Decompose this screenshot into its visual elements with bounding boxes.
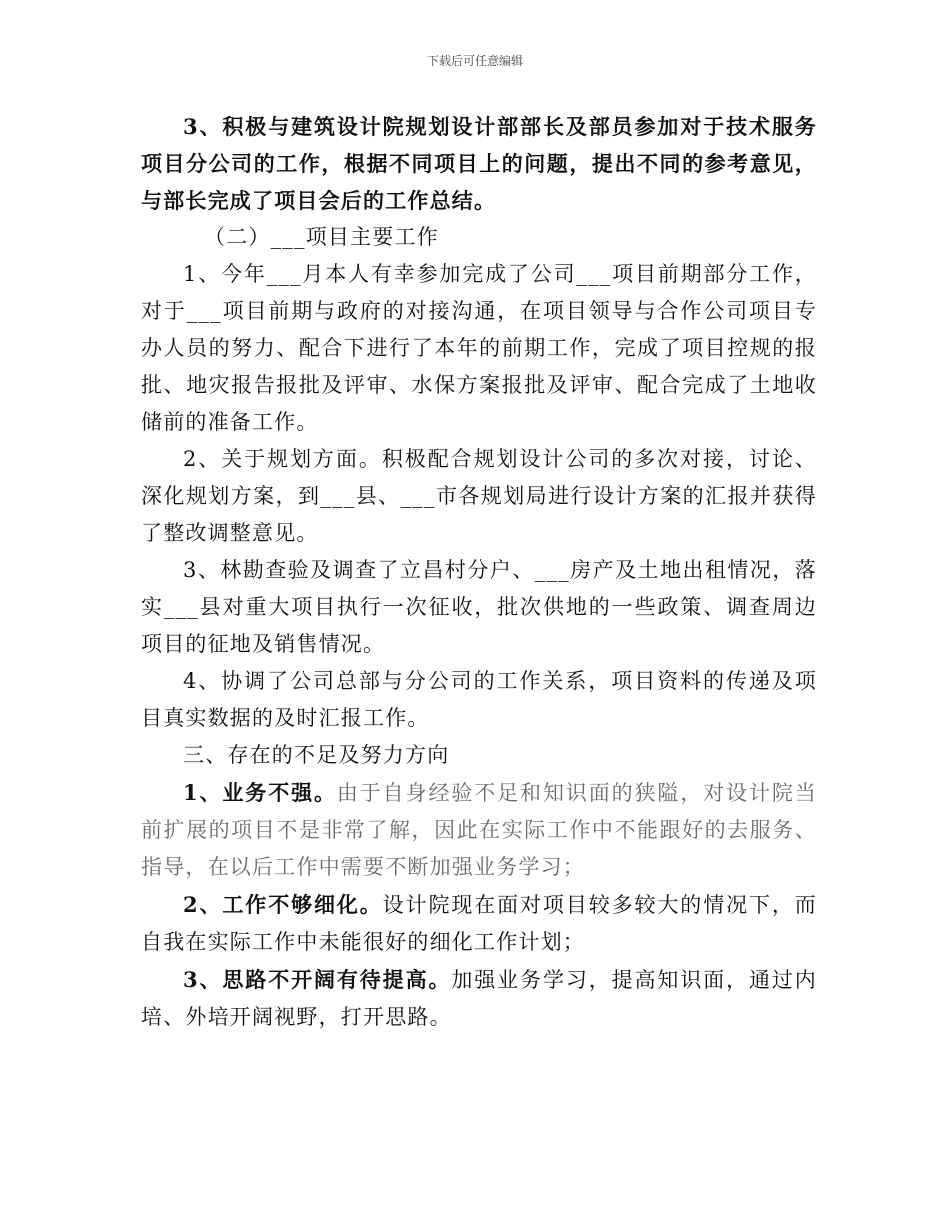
- issue-title: 3、思路不开阔有待提高。: [183, 967, 452, 992]
- paragraph-survey: 3、林勘查验及调查了立昌村分户、___房产及土地出租情况，落实___县对重大项目执行一次征收，批次供地的一些政策、调查周边项目的征地及销售情况。: [141, 558, 817, 656]
- section-heading-shortcomings: 三、存在的不足及努力方向: [183, 743, 450, 767]
- paragraph-design-institute-cooperation: 3、积极与建筑设计院规划设计部部长及部员参加对于技术服务项目分公司的工作，根据不同项目上的问题，提出不同的参考意见，与部长完成了项目会后的工作总结。: [141, 114, 817, 213]
- issue-title: 1、业务不强。: [183, 780, 337, 805]
- issue-title: 2、工作不够细化。: [183, 892, 383, 917]
- issue-body: 加强业务学习，提高知识面，通过内培、外培开阔视野，打开思路。: [141, 968, 817, 1029]
- document-body: [141, 108, 817, 1036]
- issue-item: [141, 774, 817, 886]
- section-heading-project-work: （二）___项目主要工作: [204, 225, 439, 249]
- issue-item: [141, 961, 817, 1036]
- issue-item: [141, 886, 817, 961]
- paragraph-planning: 2、关于规划方面。积极配合规划设计公司的多次对接，讨论、深化规划方案，到___县、___市各规划局进行设计方案的汇报并获得了整改调整意见。: [141, 447, 817, 545]
- paragraph-coordination: 4、协调了公司总部与分公司的工作关系，项目资料的传递及项目真实数据的及时汇报工作。: [141, 669, 817, 730]
- issue-body: 设计院现在面对项目较多较大的情况下，而自我在实际工作中未能很好的细化工作计划；: [141, 893, 817, 954]
- paragraph-preliminary-work: 1、今年___月本人有幸参加完成了公司___项目前期部分工作，对于___项目前期与政府的对接沟通，在项目领导与合作公司项目专办人员的努力、配合下进行了本年的前期工作，完成了项目控规的报批、地灾报告报批及评审、水保方案报批及评审、配合完成了土地收储前的准备工作。: [141, 262, 817, 434]
- page-header: 下载后可任意编辑: [426, 54, 523, 68]
- issue-body: 由于自身经验不足和知识面的狭隘，对设计院当前扩展的项目不是非常了解，因此在实际工作中不能跟好的去服务、指导，在以后工作中需要不断加强业务学习；: [141, 781, 818, 879]
